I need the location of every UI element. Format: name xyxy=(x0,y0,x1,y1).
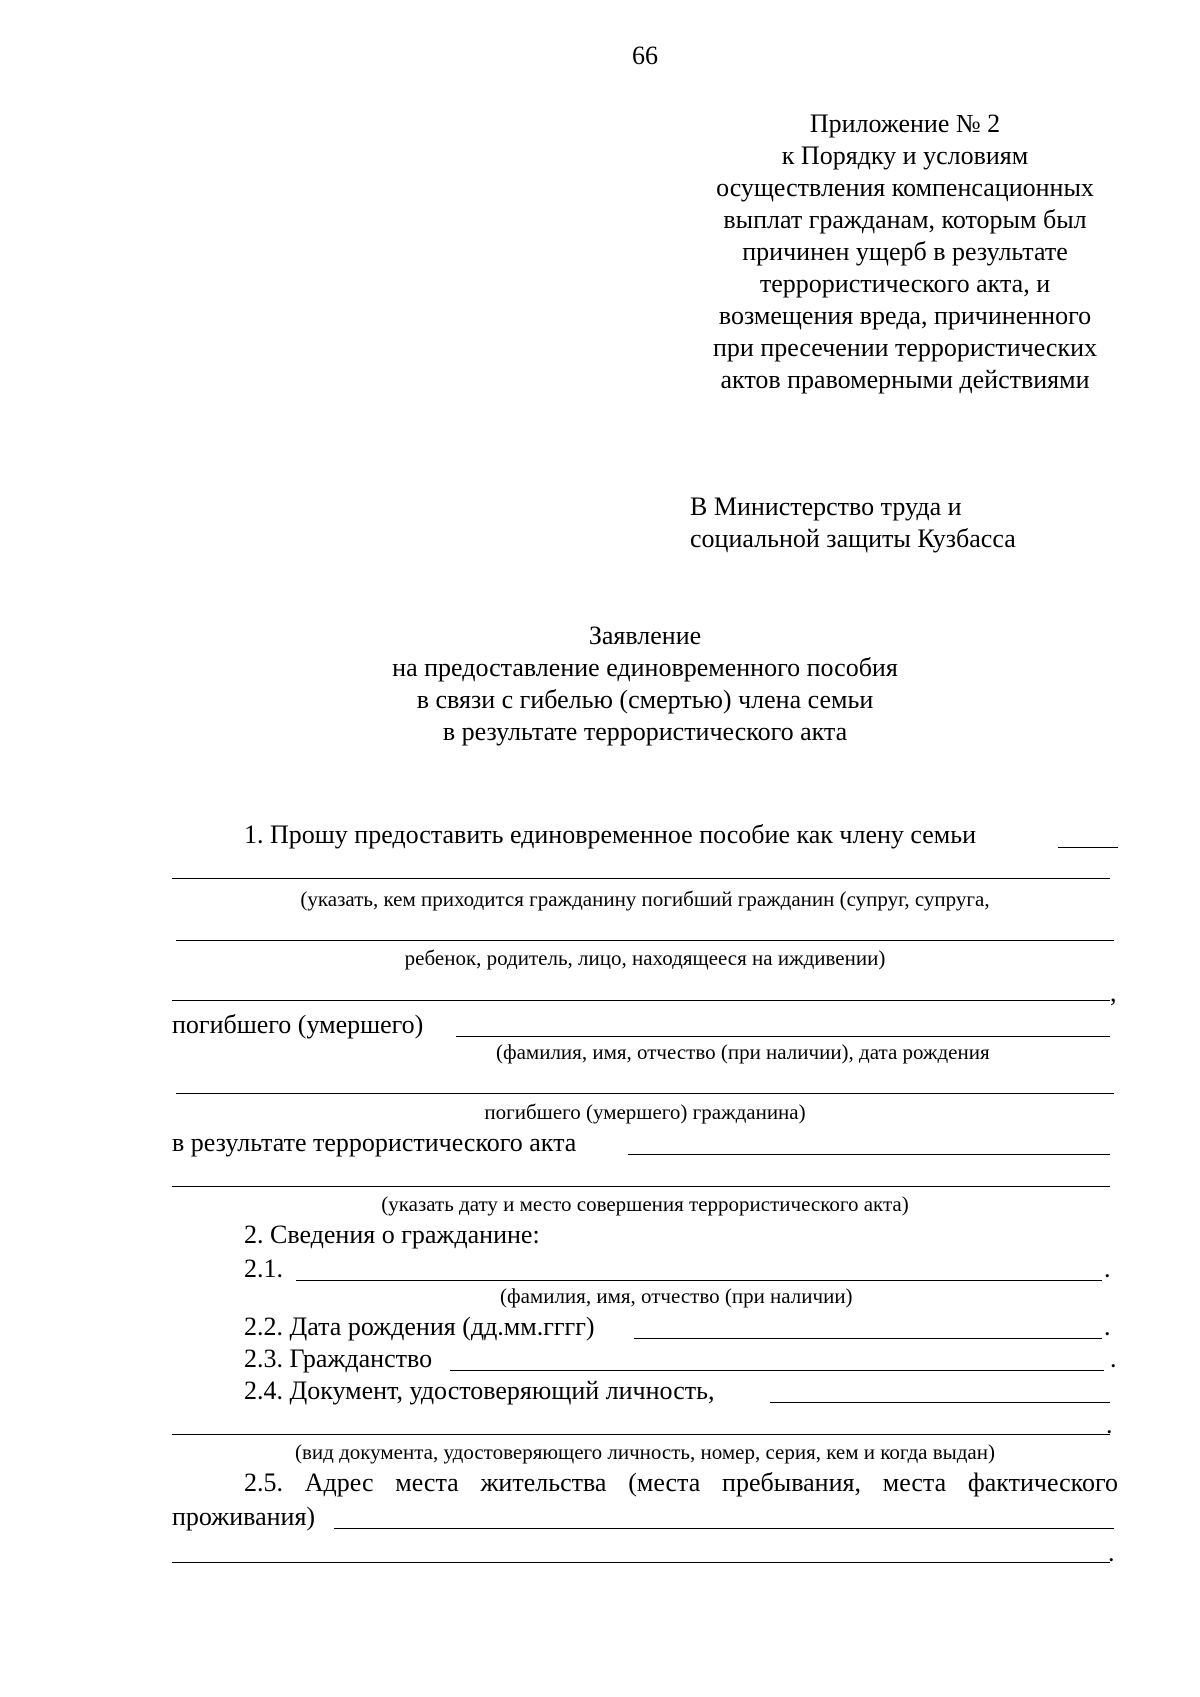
relation-blank-3[interactable] xyxy=(176,940,1114,941)
deceased-blank[interactable] xyxy=(456,1036,1110,1037)
address-input[interactable] xyxy=(334,1528,1114,1529)
deceased-label: погибшего (умершего) xyxy=(172,1010,424,1039)
dot: . xyxy=(1110,1344,1117,1373)
appendix-line: Приложение № 2 xyxy=(809,109,1001,138)
hint-relation-1: (указать, кем приходится гражданину погибший гражданин (супруг, супруга, xyxy=(300,887,990,911)
hint-relation-2: ребенок, родитель, лицо, находящееся на иждивении) xyxy=(404,946,886,970)
field-2-4-label: 2.4. Документ, удостоверяющий личность, xyxy=(244,1376,715,1405)
act-blank-2[interactable] xyxy=(172,1186,1110,1187)
title-line: в связи с гибелью (смертью) члена семьи xyxy=(416,685,874,714)
addressee-line-2: социальной защиты Кузбасса xyxy=(690,524,1016,553)
document-title xyxy=(290,620,1000,748)
appendix-line: выплат гражданам, которым был xyxy=(723,205,1087,234)
dot: . xyxy=(1106,1410,1113,1439)
dot: . xyxy=(1108,1538,1115,1567)
relation-blank-1[interactable] xyxy=(1058,847,1118,848)
title-line: в результате террористического акта xyxy=(442,717,848,746)
field-2-5-label: 2.5. Адрес места жительства (места пребывания, места фактического xyxy=(244,1468,1118,1497)
field-2-2-label: 2.2. Дата рождения (дд.мм.гггг) xyxy=(244,1312,595,1341)
comma: , xyxy=(1110,978,1117,1007)
title-heading: Заявление xyxy=(588,621,702,650)
field-2-1-label: 2.1. xyxy=(244,1254,283,1283)
id-document-input[interactable] xyxy=(770,1402,1110,1403)
hint-deceased-1: (фамилия, имя, отчество (при наличии), дата рождения xyxy=(496,1040,990,1064)
hint-deceased-2: погибшего (умершего) гражданина) xyxy=(484,1100,806,1124)
dot: . xyxy=(1104,1254,1111,1283)
title-line: на предоставление единовременного пособия xyxy=(392,653,898,682)
act-label: в результате террористического акта xyxy=(172,1128,577,1157)
hint-act: (указать дату и место совершения террористического акта) xyxy=(381,1192,909,1216)
field-2-5-label-cont: проживания) xyxy=(172,1502,316,1531)
paragraph-1-text: 1. Прошу предоставить единовременное пособие как члену семьи xyxy=(244,820,977,849)
deceased-blank-2[interactable] xyxy=(176,1093,1114,1094)
fio-input[interactable] xyxy=(296,1280,1102,1281)
appendix-line: возмещения вреда, причиненного xyxy=(718,301,1092,330)
appendix-line: актов правомерными действиями xyxy=(720,365,1090,394)
hint-doc: (вид документа, удостоверяющего личность, номер, серия, кем и когда выдан) xyxy=(294,1440,995,1464)
hint-fio: (фамилия, имя, отчество (при наличии) xyxy=(500,1284,853,1308)
addressee-line-1: В Министерство труда и xyxy=(690,492,962,521)
act-blank[interactable] xyxy=(628,1154,1110,1155)
dot: . xyxy=(1104,1312,1111,1341)
address-input-2[interactable] xyxy=(172,1562,1110,1563)
field-2-3-label: 2.3. Гражданство xyxy=(244,1344,433,1373)
page-number: 66 xyxy=(632,41,658,70)
birthdate-input[interactable] xyxy=(634,1338,1102,1339)
id-document-input-2[interactable] xyxy=(172,1434,1110,1435)
appendix-line: при пресечении террористических xyxy=(712,333,1098,362)
relation-blank-2[interactable] xyxy=(172,878,1110,879)
appendix-block xyxy=(680,108,1130,396)
relation-blank-4[interactable] xyxy=(172,1000,1110,1001)
citizenship-input[interactable] xyxy=(450,1370,1104,1371)
section-2-heading: 2. Сведения о гражданине: xyxy=(244,1220,540,1249)
appendix-line: к Порядку и условиям xyxy=(781,141,1029,170)
appendix-line: причинен ущерб в результате xyxy=(742,237,1068,266)
appendix-line: террористического акта, и xyxy=(759,269,1051,298)
appendix-line: осуществления компенсационных xyxy=(716,173,1094,202)
